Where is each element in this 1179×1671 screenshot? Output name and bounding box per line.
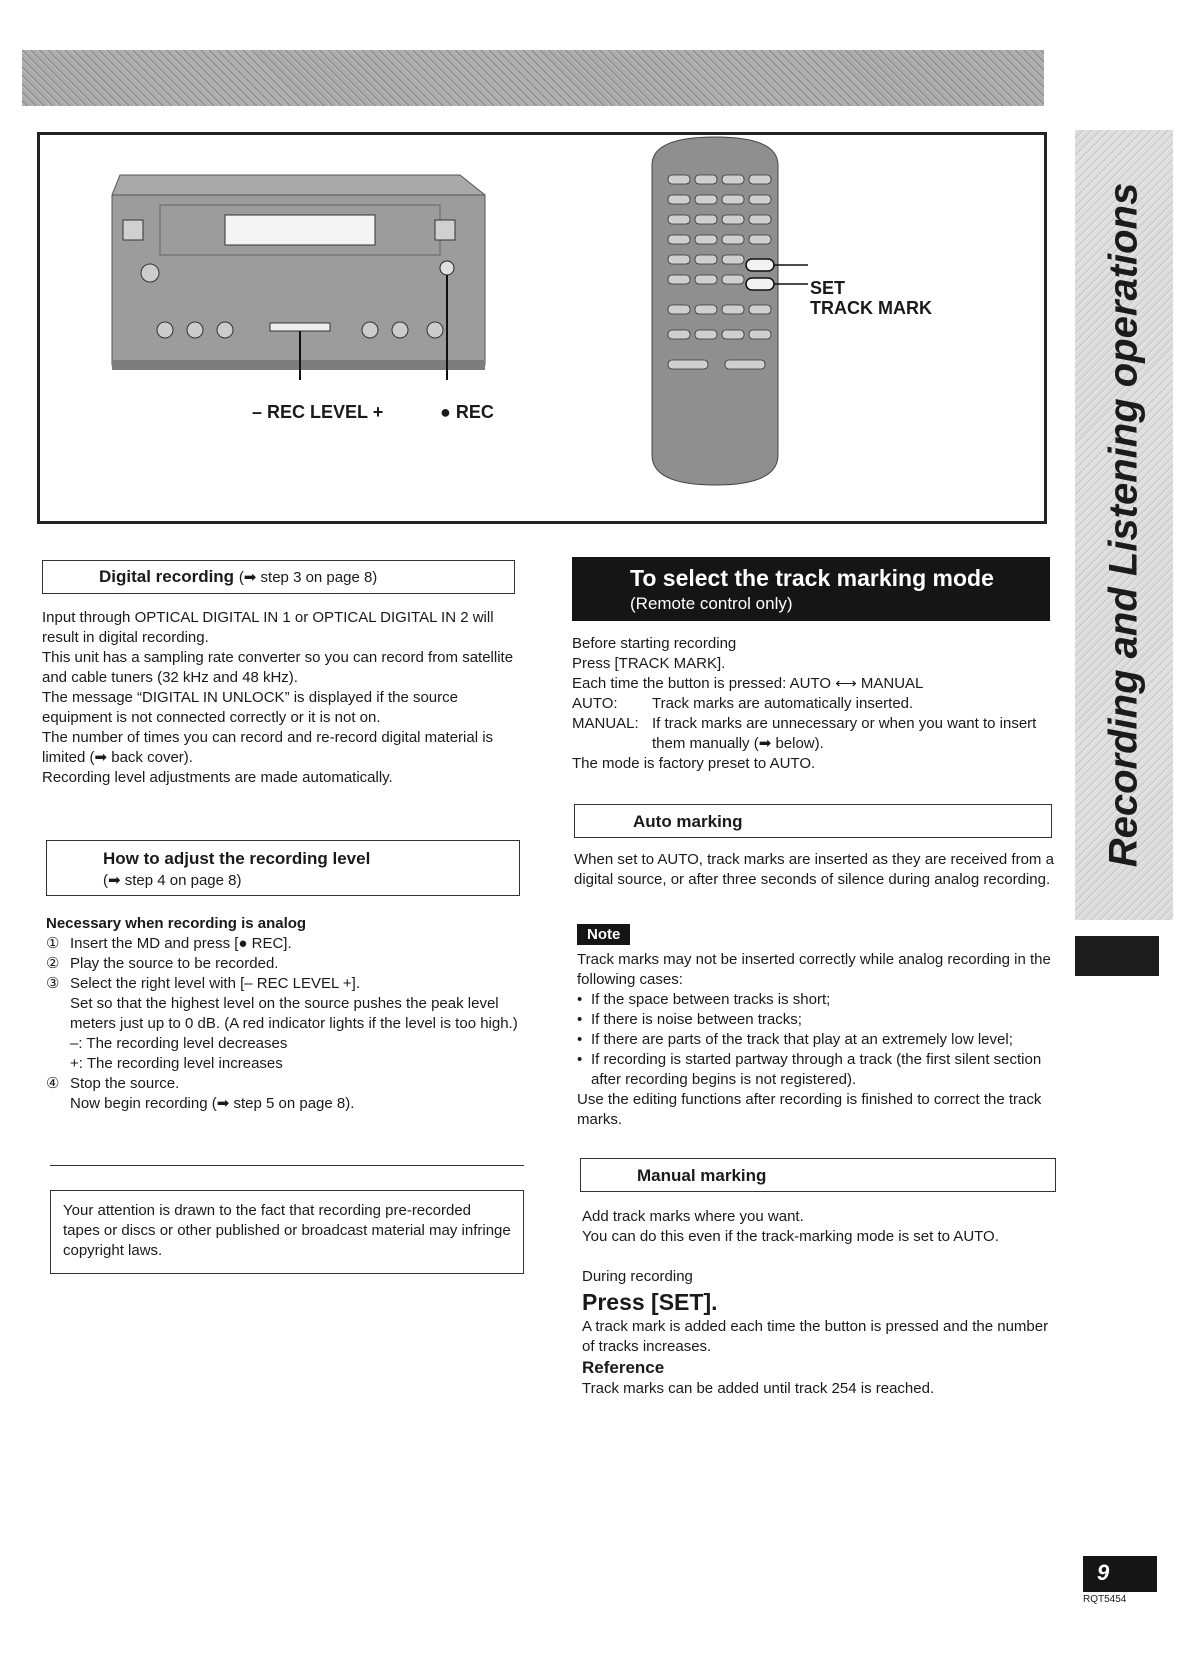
doc-code: RQT5454: [1083, 1594, 1127, 1605]
header-band: [22, 50, 1044, 106]
track-mode-heading: To select the track marking mode (Remote control only): [572, 557, 1050, 621]
track-mode-text: Before starting recording Press [TRACK MARK]. Each time the button is pressed: AUTO ⟷ MANUAL AUTO: Track marks are automatically inserted. MANUAL: If track marks are unnecessary or when you want to insert them manually (➡ below). The mode is factory preset to AUTO.: [572, 635, 1037, 772]
auto-marking-heading: Auto marking: [574, 804, 1052, 838]
digital-recording-heading: Digital recording (➡ step 3 on page 8): [42, 560, 515, 594]
divider: [50, 1165, 524, 1166]
adjust-level-heading: How to adjust the recording level (➡ step 4 on page 8): [46, 840, 520, 896]
digital-recording-text: Input through OPTICAL DIGITAL IN 1 or OPTICAL DIGITAL IN 2 will result in digital recording. This unit has a sampling rate converter so you can record from satellite and cable tuners (32 kHz and 48 kHz). The message “DIGITAL IN UNLOCK” is displayed if the source equipment is not connected correctly or it is not on. The number of times you can record and re-record digital material is limited (➡ back cover). Recording level adjustments are made automatically.: [42, 609, 514, 786]
copyright-notice: Your attention is drawn to the fact that recording pre-recorded tapes or discs or other published or broadcast material may infringe copyright laws.: [50, 1190, 524, 1274]
rec-level-label: – REC LEVEL +: [252, 402, 384, 422]
auto-marking-text: When set to AUTO, track marks are inserted as they are received from a digital source, or after three seconds of silence during analog recording.: [574, 851, 1054, 888]
section-tab: [1075, 936, 1159, 976]
manual-marking-text: Add track marks where you want. You can do this even if the track-marking mode is set to AUTO. During recording Press [SET]. A track mark is added each time the button is pressed and the number of tracks increases. Reference Track marks can be added until track 254 is reached.: [582, 1208, 1049, 1397]
set-label: SET: [810, 278, 846, 298]
note-badge: Note: [577, 924, 630, 945]
note-text: Track marks may not be inserted correctly while analog recording in the following cases: • If the space between tracks is short; • If there is noise between tracks; • If there are parts of the track that play at an extremely low level; • If recording is started partway through a track (the first silent section after recording begins is not registered). Use the editing functions after recording is finished to correct the track marks.: [577, 951, 1051, 1128]
manual-marking-heading: Manual marking: [580, 1158, 1056, 1192]
rec-label: ● REC: [440, 402, 494, 422]
page-number: 9: [1083, 1556, 1157, 1592]
deck-illustration: [112, 175, 485, 380]
remote-illustration: [652, 137, 808, 485]
adjust-level-text: Necessary when recording is analog ① Insert the MD and press [● REC]. ② Play the source to be recorded. ③ Select the right level with [– REC LEVEL +]. Set so that the highest level on the source pushes the peak level meters just up to 0 dB. (A red indicator lights if the level is too high.) –: The recording level decreases +: The recording level increases ④ Stop the source. Now begin recording (➡ step 5 on page 8).: [46, 915, 518, 1112]
track-mark-label: TRACK MARK: [810, 298, 932, 318]
side-title: Recording and Listening operations: [1101, 182, 1146, 868]
figure-illustration: [40, 135, 1044, 521]
